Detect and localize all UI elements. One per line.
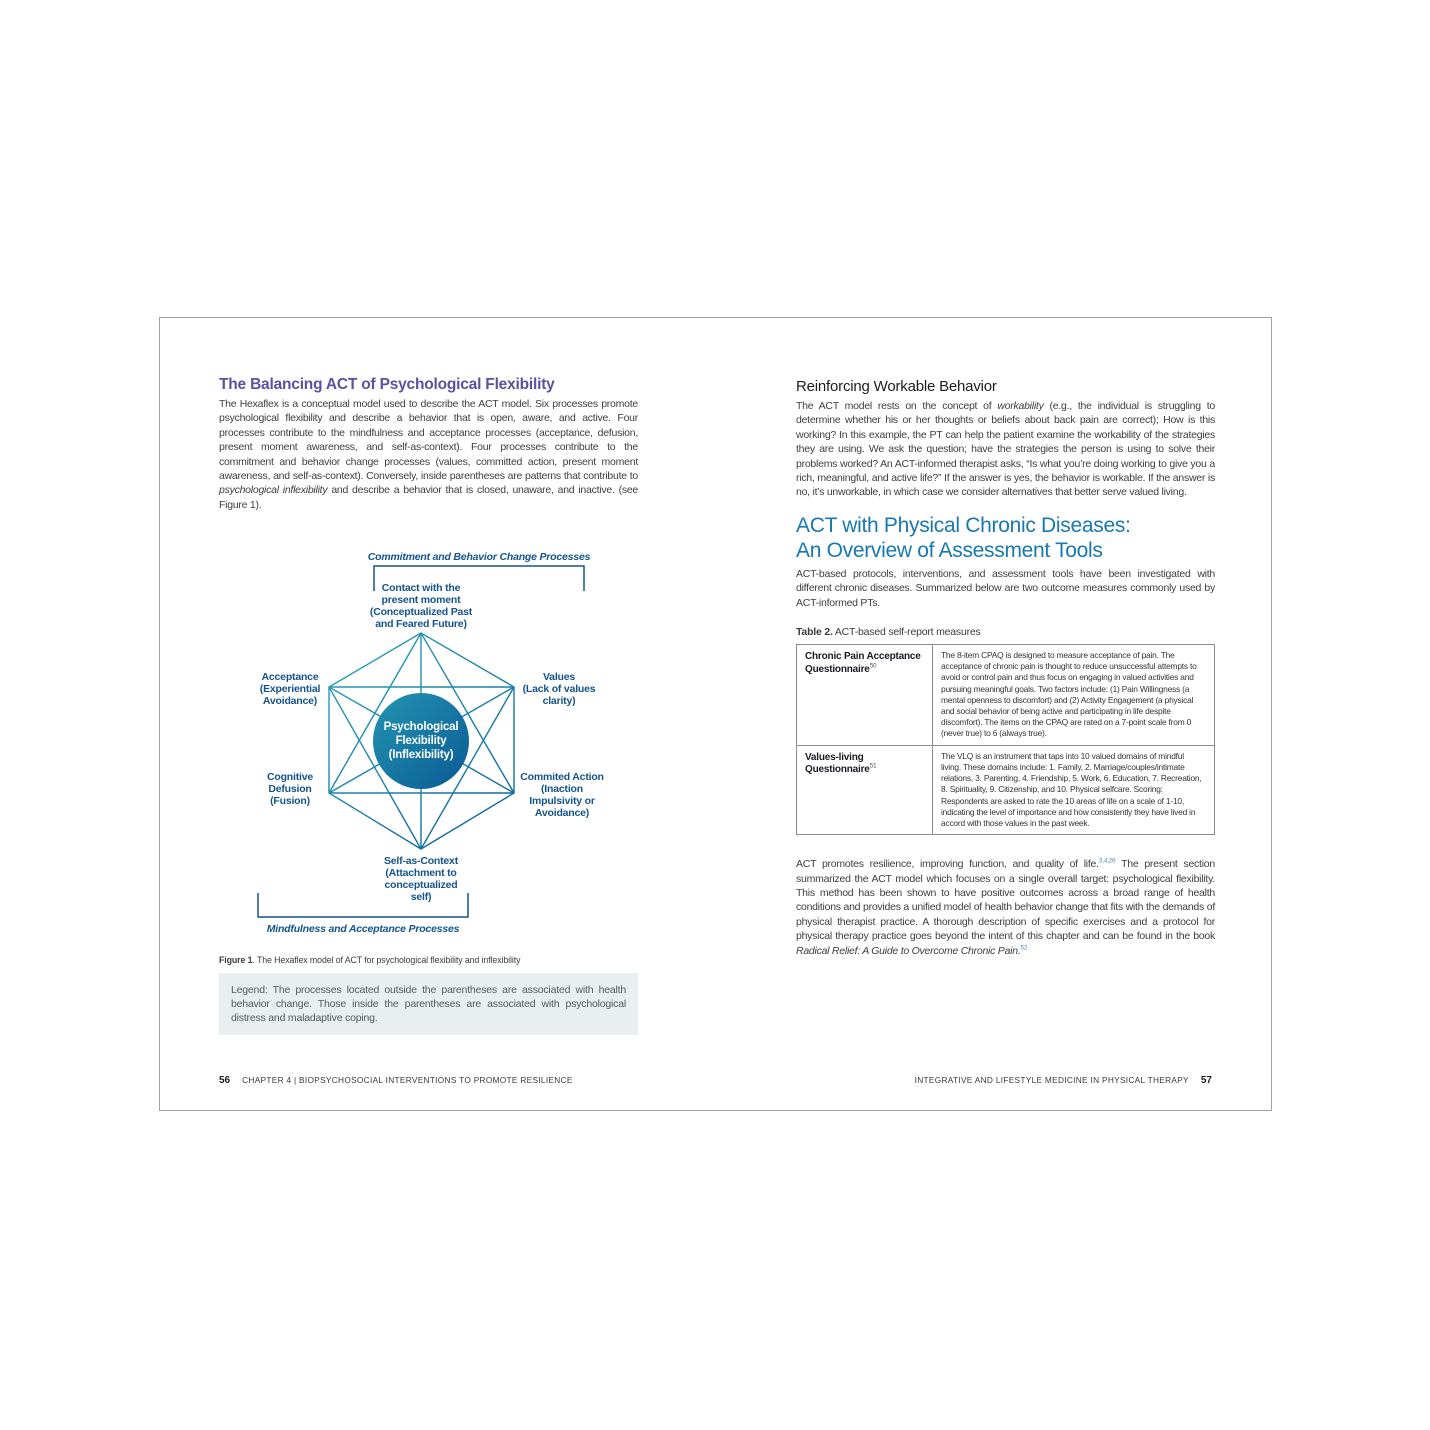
- svg-text:(Lack of values: (Lack of values: [522, 683, 596, 695]
- node-contact-present-moment: [370, 582, 473, 630]
- left-page-footer: [219, 1075, 573, 1086]
- svg-text:Avoidance): Avoidance): [534, 807, 590, 819]
- legend-box: Legend: The processes located outside the parentheses are associated with health behavior change. Those inside the parentheses are associated with psychological distress and maladaptive coping.: [219, 973, 638, 1035]
- node-top-line2: present moment: [381, 594, 461, 606]
- act-measures-table: [796, 644, 1215, 835]
- left-page-title: The Balancing ACT of Psychological Flexibility: [219, 376, 555, 393]
- table-row-vlq: [797, 745, 1215, 834]
- commitment-processes-bracket-label: Commitment and Behavior Change Processes: [367, 551, 591, 563]
- table-2-caption: [796, 626, 1215, 638]
- circle-label-line3: (Inflexibility): [388, 749, 454, 761]
- left-page-number: 56: [219, 1075, 231, 1086]
- act-heading-line2: An Overview of Assessment Tools: [796, 538, 1103, 562]
- table-2-caption-text: ACT-based self-report measures: [832, 626, 981, 639]
- svg-text:(Fusion): (Fusion): [270, 795, 310, 807]
- svg-text:(Inaction: (Inaction: [541, 783, 583, 795]
- measure-name-cell: Chronic Pain Acceptance Questionnaire$^{50}$: [797, 645, 933, 746]
- figure-1-caption-number: Figure 1: [219, 955, 253, 965]
- measure-name-cell: Values-living Questionnaire$^{51}$: [797, 745, 933, 834]
- reference-superscript: 51: [869, 762, 877, 770]
- right-page-number: 57: [1200, 1075, 1212, 1086]
- mindfulness-processes-bracket: [258, 893, 468, 917]
- node-committed-action: [520, 771, 604, 819]
- svg-text:Defusion: Defusion: [268, 783, 312, 795]
- node-cognitive-defusion: [267, 771, 313, 807]
- svg-text:Impulsivity or: Impulsivity or: [529, 795, 595, 807]
- reference-superscript: 50: [869, 662, 877, 670]
- figure-1-caption-text: . The Hexaflex model of ACT for psychological flexibility and inflexibility: [252, 955, 521, 965]
- circle-label-line2: Flexibility: [395, 735, 447, 747]
- svg-text:Avoidance): Avoidance): [262, 695, 318, 707]
- node-top-line1: Contact with the: [381, 582, 461, 594]
- hexaflex-intro-paragraph: The Hexaflex is a conceptual model used to describe the ACT model. Six processes promote psychological flexibility and describe a behavior that is open, aware, and active. Four processes contribute to the mindfulness and acceptance processes (acceptance, defusion, present moment awareness, and self-as-context). Four processes contribute to the commitment and behavior change processes (values, committed action, present moment awareness, and self-as-context). Conversely, inside parentheses are patterns that contribute to psychological inflexibility and describe a behavior that is closed, unaware, and inactive. (see Figure 1).: [219, 398, 639, 511]
- right-footer-text: INTEGRATIVE AND LIFESTYLE MEDICINE IN PHYSICAL THERAPY: [914, 1075, 1189, 1085]
- figure-1-caption: [219, 955, 638, 965]
- table-2-caption-number: Table 2.: [796, 626, 833, 639]
- svg-text:(Experiential: (Experiential: [259, 683, 321, 695]
- measure-description-cell: The VLQ is an instrument that taps into 10 valued domains of mindful living. These domains include: 1. Family, 2. Marriage/couples/intimate relations, 3. Parenting, 4. Friendship, 5. Work, 6. Education, 7. Recreation, 8. Spirituality, 9. Citizenship, and 10. Physical selfcare. Scoring: Respondents are asked to rate the 10 areas of life on a scale of 1-10, indicating the level of importance and how consistently they have lived in accord with those values in the past week.: [933, 745, 1215, 834]
- section-title-act-chronic-diseases: [796, 513, 1215, 563]
- node-top-line3: (Conceptualized Past: [369, 606, 473, 618]
- svg-text:Self-as-Context: Self-as-Context: [383, 855, 459, 867]
- act-heading-line1: ACT with Physical Chronic Diseases:: [796, 513, 1131, 537]
- svg-text:self): self): [410, 891, 432, 903]
- section-title-workable-behavior: Reinforcing Workable Behavior: [796, 378, 997, 395]
- svg-text:Acceptance: Acceptance: [261, 671, 319, 683]
- measure-description-cell: The 8-item CPAQ is designed to measure acceptance of pain. The acceptance of chronic pain is thought to reduce unsuccessful attempts to avoid or control pain and thus focus on engaging in valued activities and pursuing meaningful goals. Two factors include: (1) Pain Willingness (a mental openness to discomfort) and (2) Activity Engagement (a physical and social behavior of being active and participating in life despite discomfort). The items on the CPAQ are rated on a 7-point scale from 0 (never true) to 6 (always true).: [933, 645, 1215, 746]
- svg-text:Cognitive: Cognitive: [266, 771, 314, 783]
- circle-label-line1: Psychological: [383, 721, 459, 733]
- svg-text:clarity): clarity): [542, 695, 576, 707]
- node-values: [523, 671, 596, 707]
- node-self-as-context: [384, 855, 459, 903]
- svg-text:Values: Values: [542, 671, 576, 683]
- node-acceptance: [260, 671, 321, 707]
- svg-text:conceptualized: conceptualized: [384, 879, 458, 891]
- book-page-spread: [159, 317, 1272, 1111]
- svg-text:(Attachment to: (Attachment to: [385, 867, 457, 879]
- right-page-footer: [915, 1075, 1212, 1086]
- hexaflex-diagram: [219, 549, 639, 941]
- mindfulness-processes-bracket-label: Mindfulness and Acceptance Processes: [266, 923, 460, 935]
- act-summary-paragraph: ACT promotes resilience, improving function, and quality of life.$^{3,4,26}$ The present section summarized the ACT model which focuses on a single overall target: psychological flexibility. This method has been shown to have positive outcomes across a broad range of health conditions and provides a unified model of health behavior change that fits with the demands of physical therapist practice. A thorough description of specific exercises and a protocol for physical therapy practice goes beyond the intent of this chapter and can be found in the book Radical Relief: A Guide to Overcome Chronic Pain.$^{52}$: [796, 857, 1215, 957]
- svg-text:Commited Action: Commited Action: [520, 771, 604, 783]
- left-footer-text: CHAPTER 4 | BIOPSYCHOSOCIAL INTERVENTIONS TO PROMOTE RESILIENCE: [242, 1075, 573, 1085]
- table-row-cpaq: [797, 645, 1215, 746]
- act-chronic-diseases-paragraph: ACT-based protocols, interventions, and assessment tools have been investigated with different chronic diseases. Summarized below are two outcome measures commonly used by ACT-informed PTs.: [796, 567, 1215, 609]
- right-page-column: [796, 378, 1215, 958]
- node-top-line4: and Feared Future): [375, 618, 467, 630]
- workable-behavior-paragraph: The ACT model rests on the concept of workability (e.g., the individual is struggling to determine whether his or her thoughts or beliefs about back pain are correct); How is this working? In this example, the PT can help the patient examine the workability of the strategies they are using. We ask the question; have the strategies the person is using to solve their problems worked? An ACT-informed therapist asks, “Is what you’re doing working to give you a rich, meaningful, and active life?” If the answer is yes, the behavior is workable. If the answer is no, it’s unworkable, in which case we consider alternatives that better serve valued living.: [796, 400, 1215, 499]
